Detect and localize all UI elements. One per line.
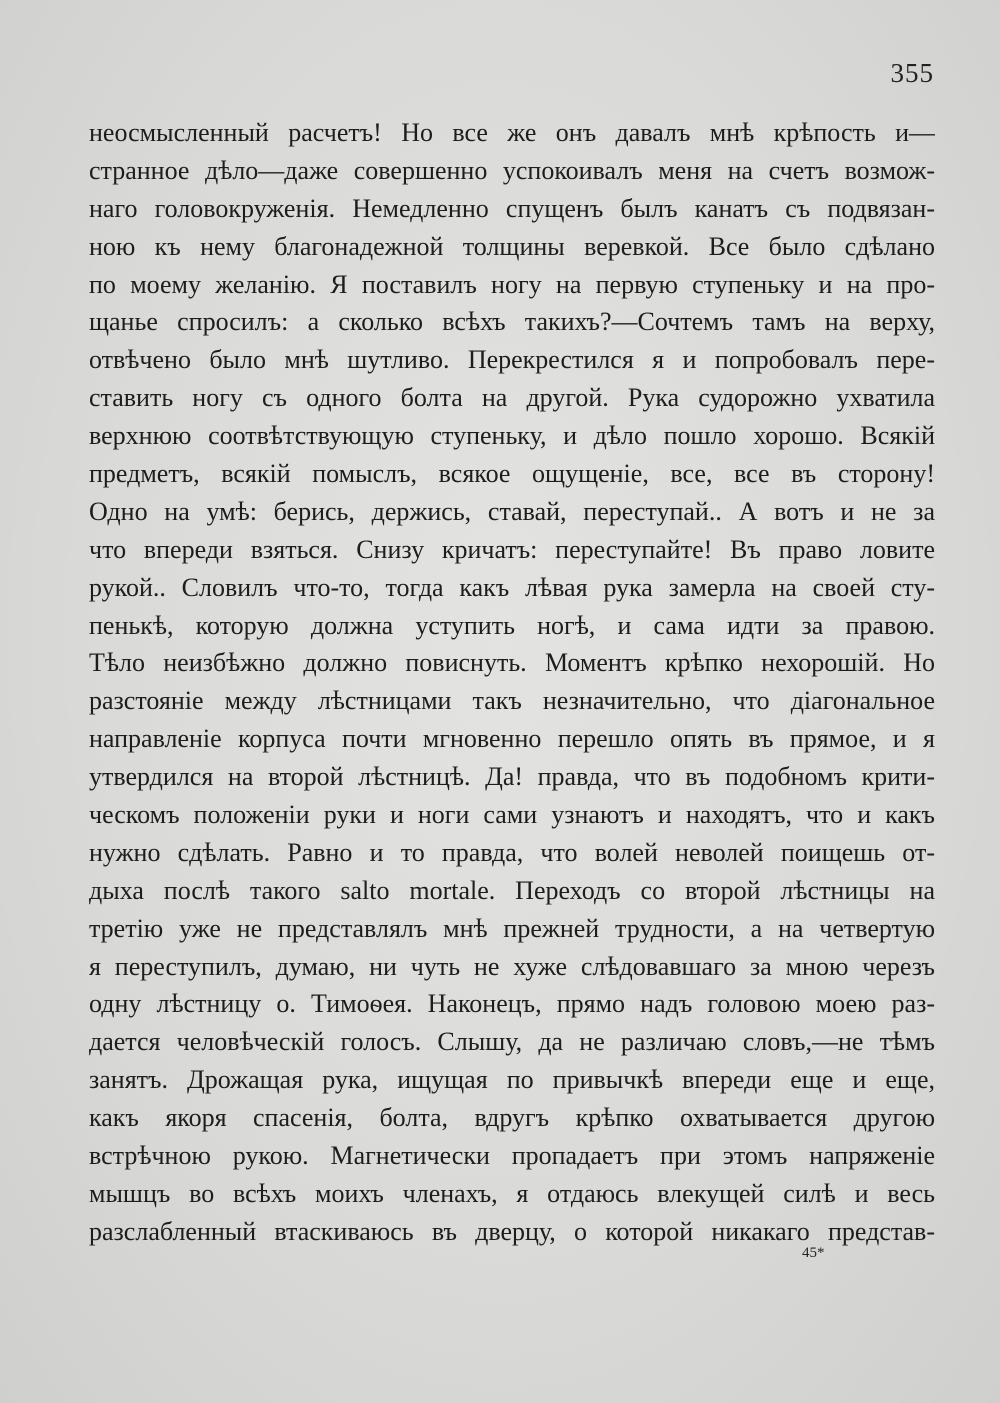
text-line: ческомъ положеніи руки и ноги сами узнаютъ и находятъ, что и какъ — [89, 800, 935, 830]
text-line: наго головокруженія. Немедленно спущенъ былъ канатъ съ подвязан- — [89, 193, 935, 223]
text-line: ставить ногу съ одного болта на другой. Рука судорожно ухватила — [89, 383, 935, 413]
text-line: я переступилъ, думаю, ни чуть не хуже слѣдовавшаго за мною черезъ — [89, 951, 935, 981]
text-line: странное дѣло—даже совершенно успокоивалъ меня на счетъ возмож- — [89, 155, 935, 185]
text-line: Тѣло неизбѣжно должно повиснуть. Моментъ крѣпко нехорошій. Но — [89, 648, 935, 678]
text-line: разслабленный втаскиваюсь въ дверцу, о которой никакаго представ- — [89, 1216, 935, 1246]
text-line: отвѣчено было мнѣ шутливо. Перекрестился я и попробовалъ пере- — [89, 345, 935, 375]
text-line: Одно на умѣ: берись, держись, ставай, переступай.. А вотъ и не за — [89, 496, 935, 526]
text-line: щанье спросилъ: а сколько всѣхъ такихъ?—Сочтемъ тамъ на верху, — [89, 307, 935, 337]
text-line: разстояніе между лѣстницами такъ незначительно, что діагональное — [89, 686, 935, 716]
text-line: дается человѣческій голосъ. Слышу, да не различаю словъ,—не тѣмъ — [89, 1027, 935, 1057]
signature-mark: 45* — [802, 1245, 825, 1261]
body-text — [89, 114, 935, 1251]
text-line: ною къ нему благонадежной толщины веревкой. Все было сдѣлано — [89, 231, 935, 261]
text-line: верхнюю соотвѣтствующую ступеньку, и дѣло пошло хорошо. Всякій — [89, 421, 935, 451]
text-line: утвердился на второй лѣстницѣ. Да! правда, что въ подобномъ крити- — [89, 762, 935, 792]
text-line: что впереди взяться. Снизу кричатъ: переступайте! Въ право ловите — [89, 534, 935, 564]
text-line: направленіе корпуса почти мгновенно перешло опять въ прямое, и я — [89, 724, 935, 754]
text-line: пенькѣ, которую должна уступить ногѣ, и сама идти за правою. — [89, 610, 935, 640]
text-line: третію уже не представлялъ мнѣ прежней трудности, а на четвертую — [89, 913, 935, 943]
text-line: занятъ. Дрожащая рука, ищущая по привычкѣ впереди еще и еще, — [89, 1065, 935, 1095]
text-line: встрѣчною рукою. Магнетически пропадаетъ при этомъ напряженіе — [89, 1141, 935, 1171]
text-line: одну лѣстницу о. Тимоѳея. Наконецъ, прямо надъ головою моею раз- — [89, 989, 935, 1019]
page-number: 355 — [890, 58, 934, 88]
text-line: рукой.. Словилъ что-то, тогда какъ лѣвая рука замерла на своей сту- — [89, 572, 935, 602]
text-line: по моему желанію. Я поставилъ ногу на первую ступеньку и на про- — [89, 269, 935, 299]
text-line: мышцъ во всѣхъ моихъ членахъ, я отдаюсь влекущей силѣ и весь — [89, 1178, 935, 1208]
text-line: какъ якоря спасенія, болта, вдругъ крѣпко охватывается другою — [89, 1103, 935, 1133]
text-line: дыха послѣ такого salto mortale. Переходъ со второй лѣстницы на — [89, 875, 935, 905]
text-line: неосмысленный расчетъ! Но все же онъ давалъ мнѣ крѣпость и— — [89, 118, 935, 147]
text-line: нужно сдѣлать. Равно и то правда, что волей неволей поищешь от- — [89, 837, 935, 867]
text-line: предметъ, всякій помыслъ, всякое ощущеніе, все, все въ сторону! — [89, 459, 935, 489]
